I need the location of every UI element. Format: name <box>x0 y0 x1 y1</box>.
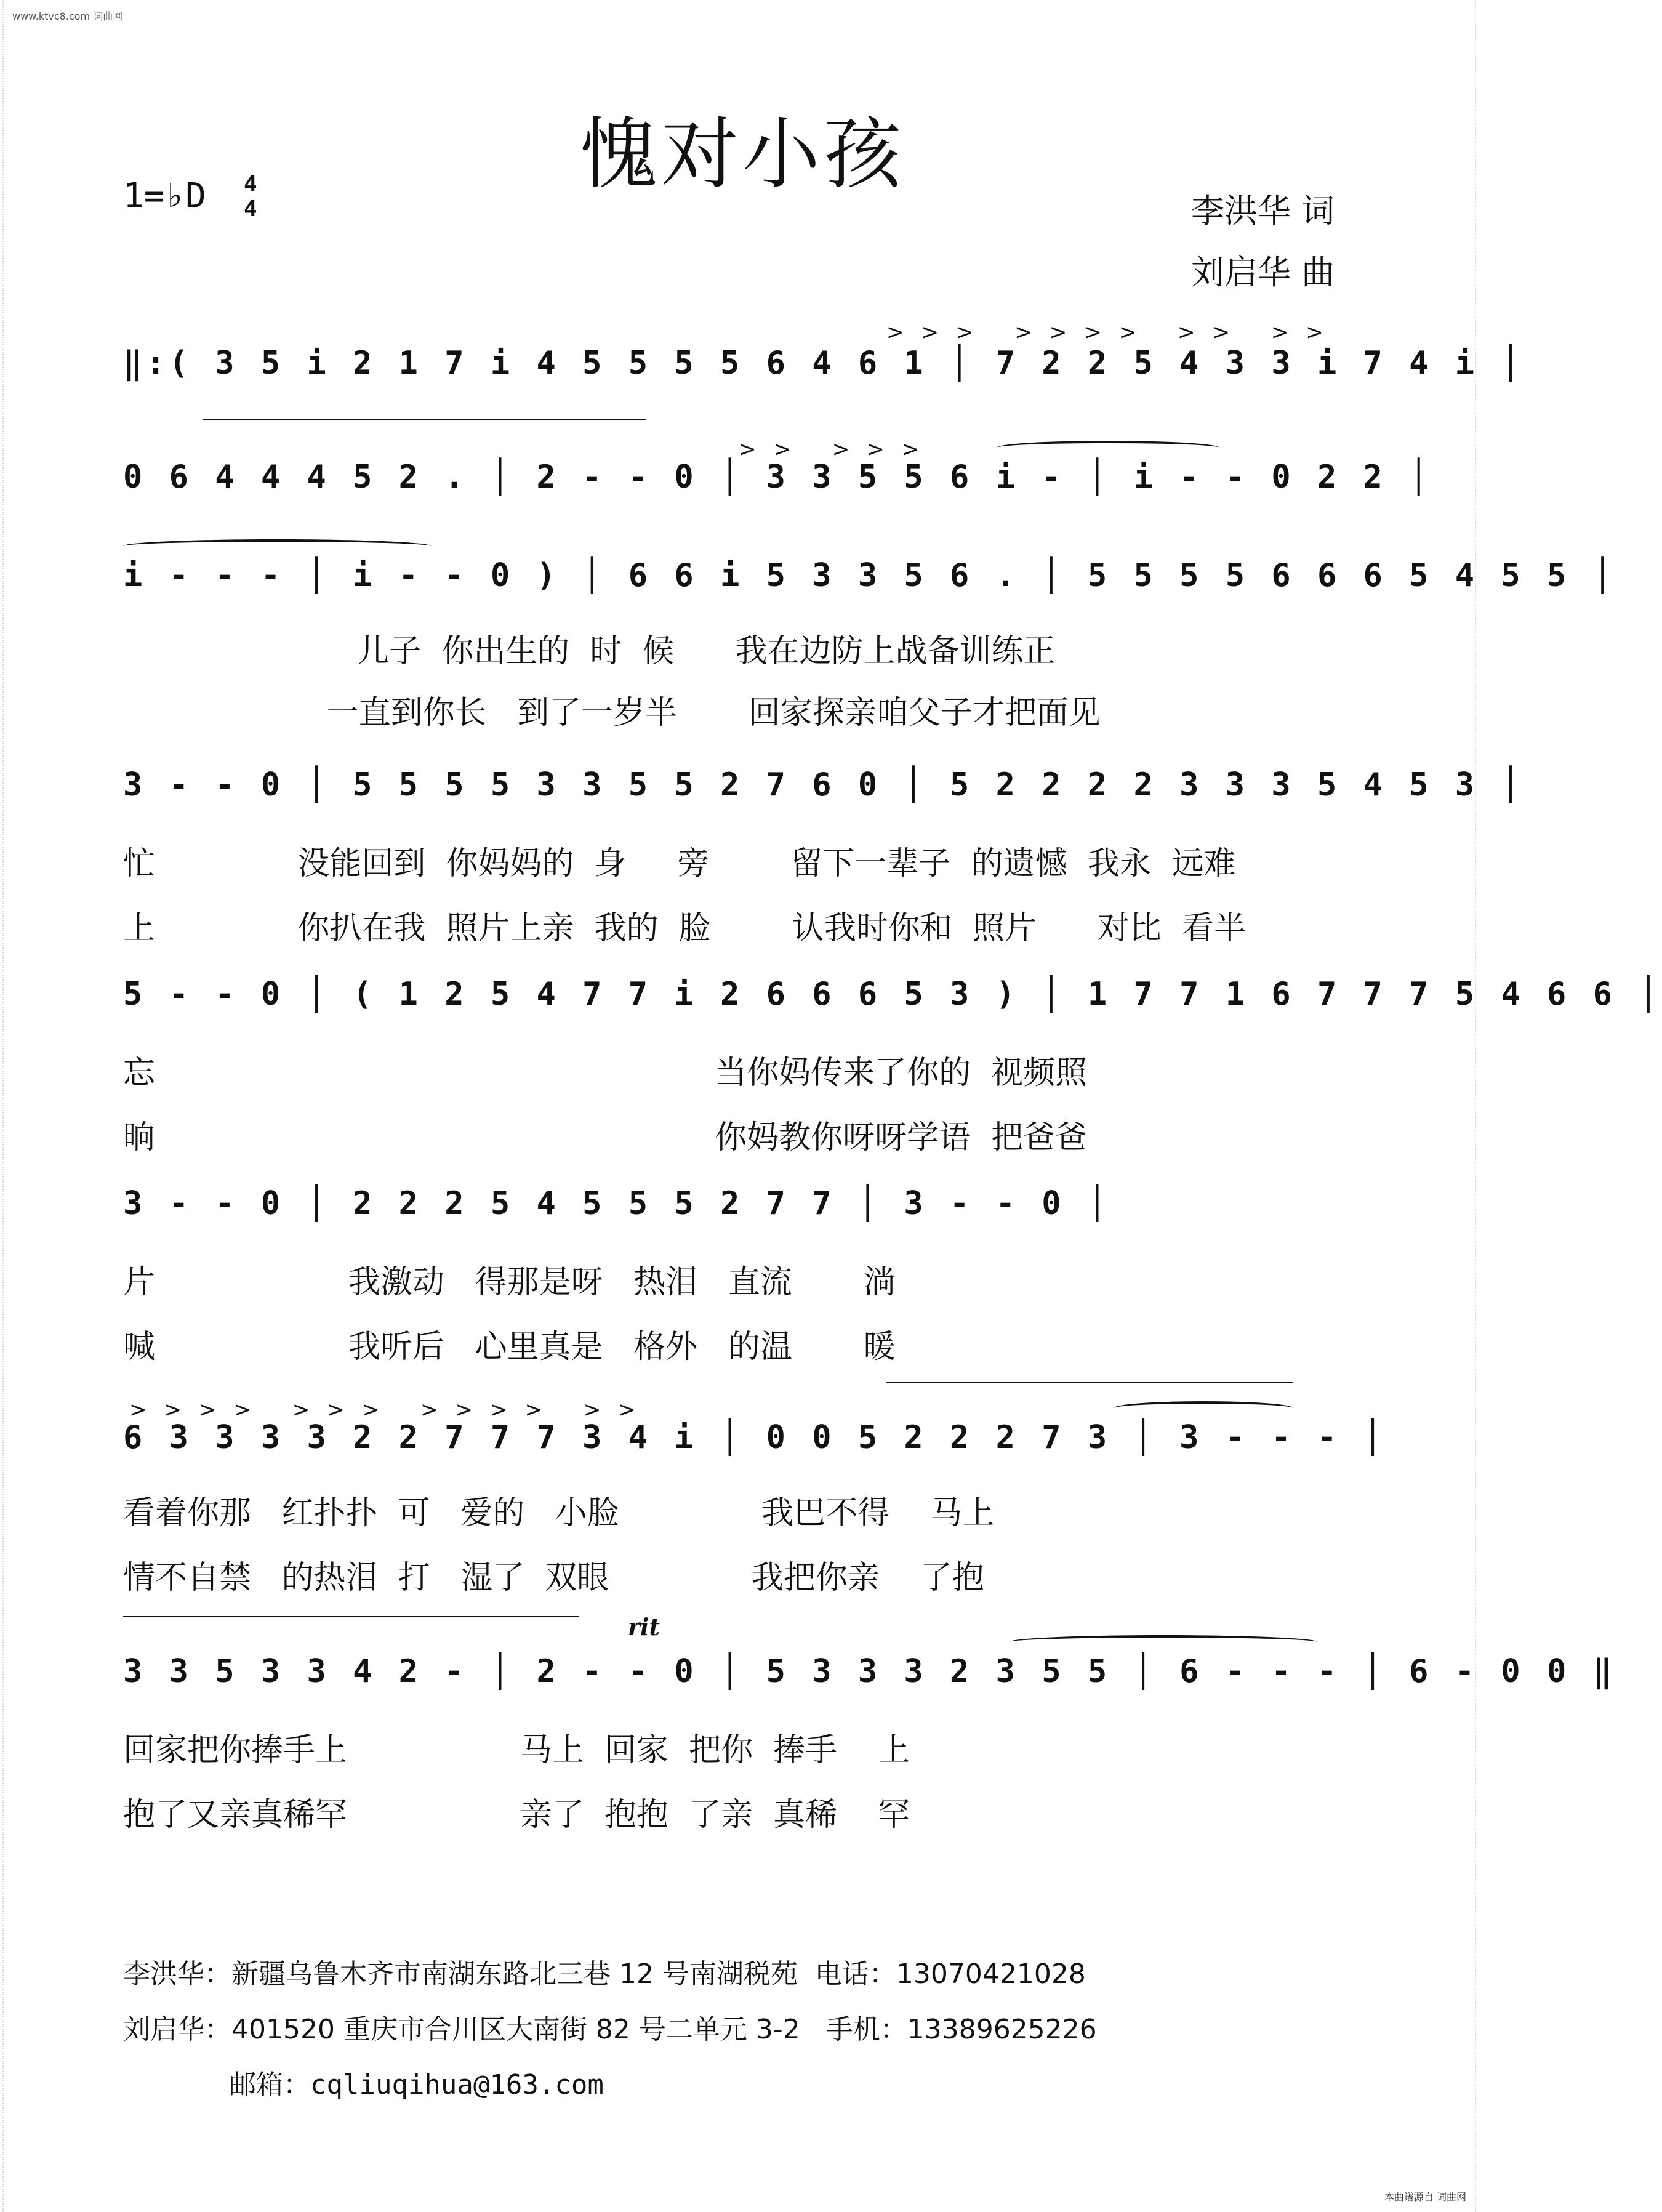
notation-row-5: 5 - - 0 │ ( 1 2 5 4 7 7 i 2 6 6 6 5 3 ) │ 1 7 7 1 6 7 7 7 5 4 6 6 │ <box>123 976 1662 1013</box>
notation-row-1: ‖:( 3 5 i 2 1 7 i 4 5 5 5 5 6 4 6 1 │ 7 2 2 5 4 3 3 i 7 4 i │ <box>123 345 1524 382</box>
notation-row-2: 0 6 4 4 4 5 2 . │ 2 - - 0 │ 3 3 5 5 6 i - │ i - - 0 2 2 │ <box>123 459 1432 496</box>
lyric-row-3-verse-2: 一直到你长 到了一岁半 回家探亲咱父子才把面见 <box>123 694 1101 731</box>
lyric-row-5-verse-1: 忘 当你妈传来了你的 视频照 <box>123 1055 1088 1092</box>
corner-source-label: 本曲谱源自 词曲网 <box>1384 2191 1466 2203</box>
slur-row-7 <box>1114 1401 1293 1415</box>
slur-row-2 <box>997 441 1219 454</box>
lyric-row-6-verse-2: 喊 我听后 心里真是 格外 的温 暖 <box>123 1329 896 1365</box>
notation-row-3: i - - - │ i - - 0 ) │ 6 6 i 5 3 3 5 6 . │ 5 5 5 5 6 6 6 5 4 5 5 │ <box>123 557 1616 594</box>
accent-marks-row-1: >>> >>>> >> >> <box>886 320 1341 345</box>
meter-bottom: 4 <box>244 196 257 222</box>
song-title: 愧对小孩 <box>580 109 905 199</box>
meter-top: 4 <box>244 172 257 197</box>
left-margin-border <box>2 0 10 2212</box>
phrase-line-row-8 <box>123 1616 579 1617</box>
lyric-row-6-verse-1: 片 我激动 得那是呀 热泪 直流 淌 <box>123 1264 896 1301</box>
lyric-row-5-verse-2: 晌 你妈教你呀呀学语 把爸爸 <box>123 1119 1088 1156</box>
accent-marks-row-7: >>>> >>> >>>> >> <box>129 1398 653 1422</box>
lyricist-credit: 李洪华 词 <box>1191 191 1335 230</box>
composer-email: 邮箱：cqliuqihua@163.com <box>229 2069 604 2101</box>
lyricist-contact: 李洪华：新疆乌鲁木齐市南湖东路北三巷 12 号南湖税苑 电话：13070421028 <box>123 1958 1086 1990</box>
lyric-row-7-verse-2: 情不自禁 的热泪 打 湿了 双眼 我把你亲 了抱 <box>123 1559 984 1596</box>
composer-credit: 刘启华 曲 <box>1191 253 1335 292</box>
ritardando-marking: rit <box>628 1613 660 1641</box>
phrase-line-row-7 <box>886 1382 1293 1383</box>
notation-row-6: 3 - - 0 │ 2 2 2 5 4 5 5 5 2 7 7 │ 3 - - 0 │ <box>123 1185 1111 1222</box>
notation-row-8: 3 3 5 3 3 4 2 - │ 2 - - 0 │ 5 3 3 3 2 3 5 5 │ 6 - - - │ 6 - 0 0 ‖ <box>123 1653 1616 1690</box>
site-label: www.ktvc8.com 词曲网 <box>12 10 123 22</box>
lyric-row-4-verse-2: 上 你扒在我 照片上亲 我的 脸 认我时你和 照片 对比 看半 <box>123 910 1246 947</box>
lyric-row-7-verse-1: 看着你那 红扑扑 可 爱的 小脸 我巴不得 马上 <box>123 1495 995 1532</box>
accent-marks-row-2: >> >>> <box>739 437 937 462</box>
lyric-row-8-verse-1: 回家把你捧手上 马上 回家 把你 捧手 上 <box>123 1732 910 1769</box>
lyric-row-3-verse-1: 儿子 你出生的 时 候 我在边防上战备训练正 <box>123 633 1056 670</box>
composer-contact: 刘启华：401520 重庆市合川区大南街 82 号二单元 3-2 手机：13389625226 <box>123 2014 1097 2045</box>
lyric-row-4-verse-1: 忙 没能回到 你妈妈的 身 旁 留下一辈子 的遗憾 我永 远难 <box>123 845 1236 882</box>
lyric-row-8-verse-2: 抱了又亲真稀罕 亲了 抱抱 了亲 真稀 罕 <box>123 1796 910 1833</box>
notation-row-4: 3 - - 0 │ 5 5 5 5 3 3 5 5 2 7 6 0 │ 5 2 2 2 2 3 3 3 5 4 5 3 │ <box>123 766 1524 803</box>
time-signature <box>244 172 257 222</box>
notation-row-7: 6 3 3 3 3 2 2 7 7 7 3 4 i │ 0 0 5 2 2 2 7 3 │ 3 - - - │ <box>123 1419 1386 1456</box>
right-margin-border <box>1475 0 1482 2212</box>
phrase-line-row-1 <box>203 419 646 420</box>
key-signature: 1=♭D <box>123 176 206 216</box>
slur-row-8 <box>1010 1635 1317 1649</box>
slur-row-3 <box>123 539 431 553</box>
